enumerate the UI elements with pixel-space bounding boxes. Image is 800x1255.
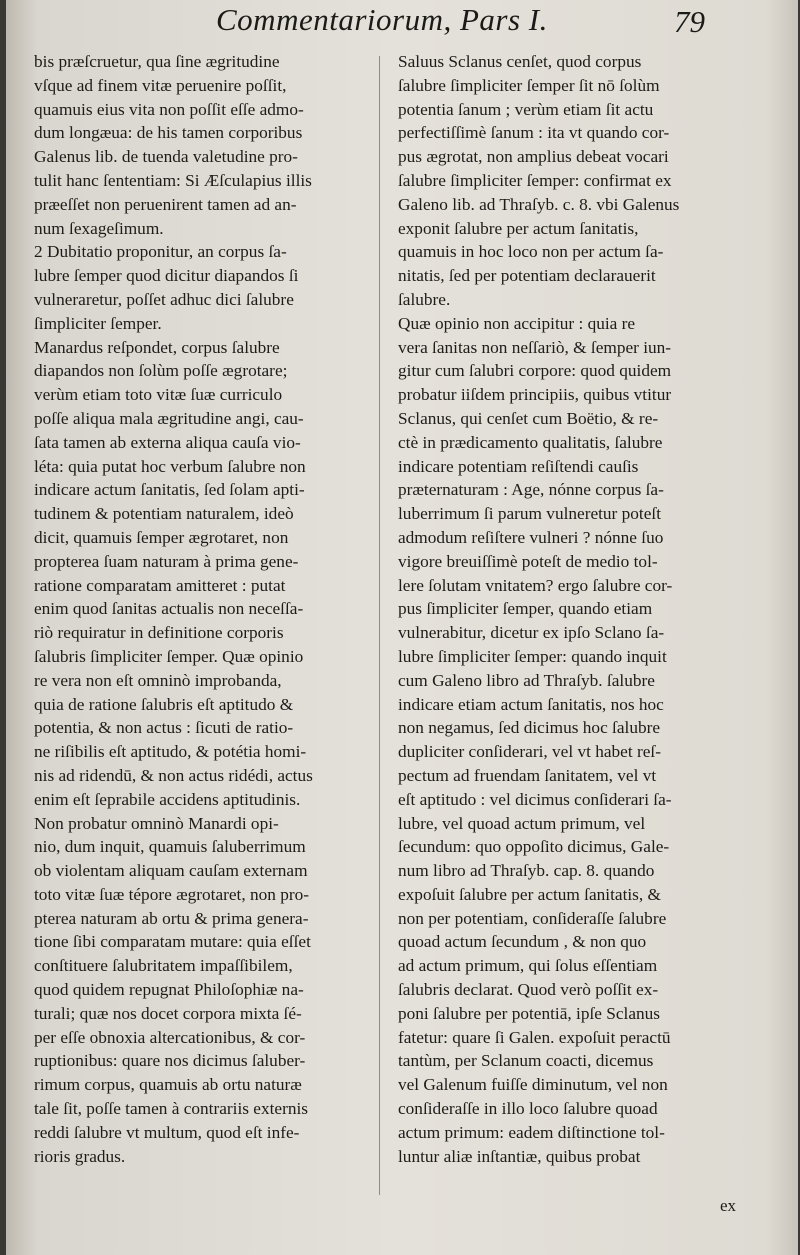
text-line: luntur aliæ inſtantiæ, quibus probat [398,1146,641,1166]
text-line: luberrimum ſi parum vulneretur poteſt [398,504,661,524]
text-line: poni ſalubre per potentiā, ipſe Sclanus [398,1003,661,1023]
text-line: Quæ opinio non accipitur : quia re [398,313,636,333]
text-line: ſalubre ſimpliciter ſemper: confirmat ex [398,170,672,190]
column-divider [379,56,380,1195]
text-line: quia de ratione ſalubris eſt aptitudo & [34,694,294,714]
text-line: potentia ſanum ; verùm etiam ſit actu [398,99,654,119]
text-line: pus ſimpliciter ſemper, quando etiam [398,599,653,619]
text-line: ad actum primum, qui ſolus eſſentiam [398,956,658,976]
text-line: rimum corpus, quamuis ab ortu naturæ [34,1075,302,1095]
text-line: enim eſt ſeprabile accidens aptitudinis. [34,789,301,809]
text-line: tantùm, per Sclanum coacti, dicemus [398,1051,654,1071]
paragraph [34,812,372,1169]
text-line: num ſexageſimum. [34,218,164,238]
text-line: Galenus lib. de tuenda valetudine pro- [34,147,298,167]
page-header [6,0,798,48]
text-line: pus ægrotat, non amplius debeat vocari [398,147,669,167]
text-line: nio, dum inquit, quamuis ſaluberrimum [34,837,306,857]
text-line: lere ſolutam vnitatem? ergo ſalubre cor- [398,575,673,595]
paragraph [398,50,786,312]
text-line: 2 Dubitatio proponitur, an corpus ſa- [34,242,287,262]
text-line: tulit hanc ſententiam: Si Æſculapius illis [34,170,312,190]
text-line: vera ſanitas non neſſariò, & ſemper iun- [398,337,672,357]
text-line: nitatis, ſed per potentiam declarauerit [398,266,656,286]
text-line: ob violentam aliquam cauſam externam [34,861,308,881]
text-line: pterea naturam ab ortu & prima genera- [34,908,309,928]
text-line: re vera non eſt omninò improbanda, [34,670,282,690]
paragraph [398,312,786,1169]
text-line: quamuis eius vita non poſſit eſſe admo- [34,99,304,119]
text-line: nis ad ridendū, & non actus ridédi, actus [34,765,313,785]
text-line: Non probatur omninò Manardi opi- [34,813,279,833]
text-line: præeſſet non peruenirent tamen ad an- [34,194,297,214]
text-line: toto vitæ ſuæ tépore ægrotaret, non pro- [34,884,310,904]
text-line: léta: quia putat hoc verbum ſalubre non [34,456,306,476]
text-line: actum primum: eadem diſtinctione tol- [398,1122,665,1142]
text-line: vulnerabitur, dicetur ex ipſo Sclano ſa- [398,623,665,643]
text-line: Manardus reſpondet, corpus ſalubre [34,337,280,357]
text-line: ſimpliciter ſemper. [34,313,162,333]
text-line: ſalubris ſimpliciter ſemper. Quæ opinio [34,646,304,666]
text-line: dupliciter conſiderari, vel vt habet reſ- [398,742,661,762]
text-line: vſque ad finem vitæ peruenire poſſit, [34,75,287,95]
paragraph [34,50,372,240]
text-line: ruptionibus: quare nos dicimus ſaluber- [34,1051,306,1071]
text-line: enim quod ſanitas actualis non neceſſa- [34,599,304,619]
text-line: ſalubris declarat. Quod verò poſſit ex- [398,980,659,1000]
text-line: Sclanus, qui cenſet cum Boëtio, & re- [398,408,659,428]
text-line: fatetur: quare ſi Galen. expoſuit peractū [398,1027,671,1047]
page-number: 79 [674,4,705,39]
text-line: Galeno lib. ad Thraſyb. c. 8. vbi Galenus [398,194,680,214]
text-line: quamuis in hoc loco non per actum ſa- [398,242,664,262]
text-line: tale ſit, poſſe tamen à contrariis externis [34,1099,309,1119]
text-line: ſalubre. [398,289,451,309]
text-line: turali; quæ nos docet corpora mixta ſé- [34,1003,302,1023]
left-column [34,50,372,1168]
text-line: dicit, quamuis ſemper ægrotaret, non [34,527,289,547]
text-line: vigore breuiſſimè poteſt de medio tol- [398,551,658,571]
text-line: dum longæua: de his tamen corporibus [34,123,303,143]
text-line: lubre ſemper quod dicitur diapandos ſi [34,266,299,286]
text-line: per eſſe obnoxia altercationibus, & cor- [34,1027,306,1047]
text-line: vulneraretur, poſſet adhuc dici ſalubre [34,289,294,309]
text-line: ſalubre ſimpliciter ſemper ſit nō ſolùm [398,75,660,95]
text-line: tudinem & potentiam naturalem, ideò [34,504,294,524]
text-line: reddi ſalubre vt multum, quod eſt infe- [34,1122,300,1142]
text-line: potentia, & non actus : ſicuti de ratio- [34,718,294,738]
text-line: exponit ſalubre per actum ſanitatis, [398,218,639,238]
text-line: expoſuit ſalubre per actum ſanitatis, & [398,884,661,904]
text-line: poſſe aliqua mala ægritudine angi, cau- [34,408,304,428]
text-line: tione ſibi comparatam mutare: quia eſſet [34,932,311,952]
text-line: pectum ad fruendam ſanitatem, vel vt [398,765,657,785]
text-line: probatur iiſdem principiis, quibus vtitur [398,385,672,405]
catchword: ex [720,1196,737,1215]
text-line: ratione comparatam amitteret : putat [34,575,286,595]
text-line: lubre ſimpliciter ſemper: quando inquit [398,646,667,666]
text-line: præternaturam : Age, nónne corpus ſa- [398,480,664,500]
text-line: gitur cum ſalubri corpore: quod quidem [398,361,672,381]
text-line: quoad actum ſecundum , & non quo [398,932,647,952]
text-line: bis præſcruetur, qua ſine ægritudine [34,52,280,71]
text-line: Saluus Sclanus cenſet, quod corpus [398,52,642,71]
text-line: cum Galeno libro ad Thraſyb. ſalubre [398,670,655,690]
running-title: Commentariorum, Pars I. [216,2,548,37]
text-line: ſata tamen ab externa aliqua cauſa vio- [34,432,301,452]
text-line: vel Galenum fuiſſe diminutum, vel non [398,1075,668,1095]
text-line: conſideraſſe in illo loco ſalubre quoad [398,1099,658,1119]
text-line: ne riſibilis eſt aptitudo, & potétia homi- [34,742,307,762]
text-line: indicare etiam actum ſanitatis, nos hoc [398,694,664,714]
text-line: num libro ad Thraſyb. cap. 8. quando [398,861,655,881]
text-line: lubre, vel quoad actum primum, vel [398,813,646,833]
text-line: ſecundum: quo oppoſito dicimus, Gale- [398,837,670,857]
text-line: quod quidem repugnat Philoſophiæ na- [34,980,304,1000]
text-line: indicare potentiam reſiſtendi cauſis [398,456,639,476]
text-line: ctè in prædicamento qualitatis, ſalubre [398,432,663,452]
text-line: admodum reſiſtere vulneri ? nónne ſuo [398,527,664,547]
text-line: perfectiſſimè ſanum : ita vt quando cor- [398,123,670,143]
text-line: non negamus, ſed dicimus hoc ſalubre [398,718,661,738]
book-page [6,0,798,1255]
text-line: diapandos non ſolùm poſſe ægrotare; [34,361,288,381]
text-line: riò requiratur in definitione corporis [34,623,284,643]
text-line: verùm etiam toto vitæ ſuæ curriculo [34,385,283,405]
text-line: indicare actum ſanitatis, ſed ſolam apti- [34,480,305,500]
right-column [398,50,786,1168]
text-line: non per potentiam, conſideraſſe ſalubre [398,908,667,928]
text-line: conſtituere ſalubritatem impaſſibilem, [34,956,293,976]
text-line: rioris gradus. [34,1146,126,1166]
text-line: eſt aptitudo : vel dicimus conſiderari ſa- [398,789,672,809]
paragraph [34,240,372,335]
paragraph [34,336,372,812]
text-line: propterea ſuam naturam à prima gene- [34,551,299,571]
